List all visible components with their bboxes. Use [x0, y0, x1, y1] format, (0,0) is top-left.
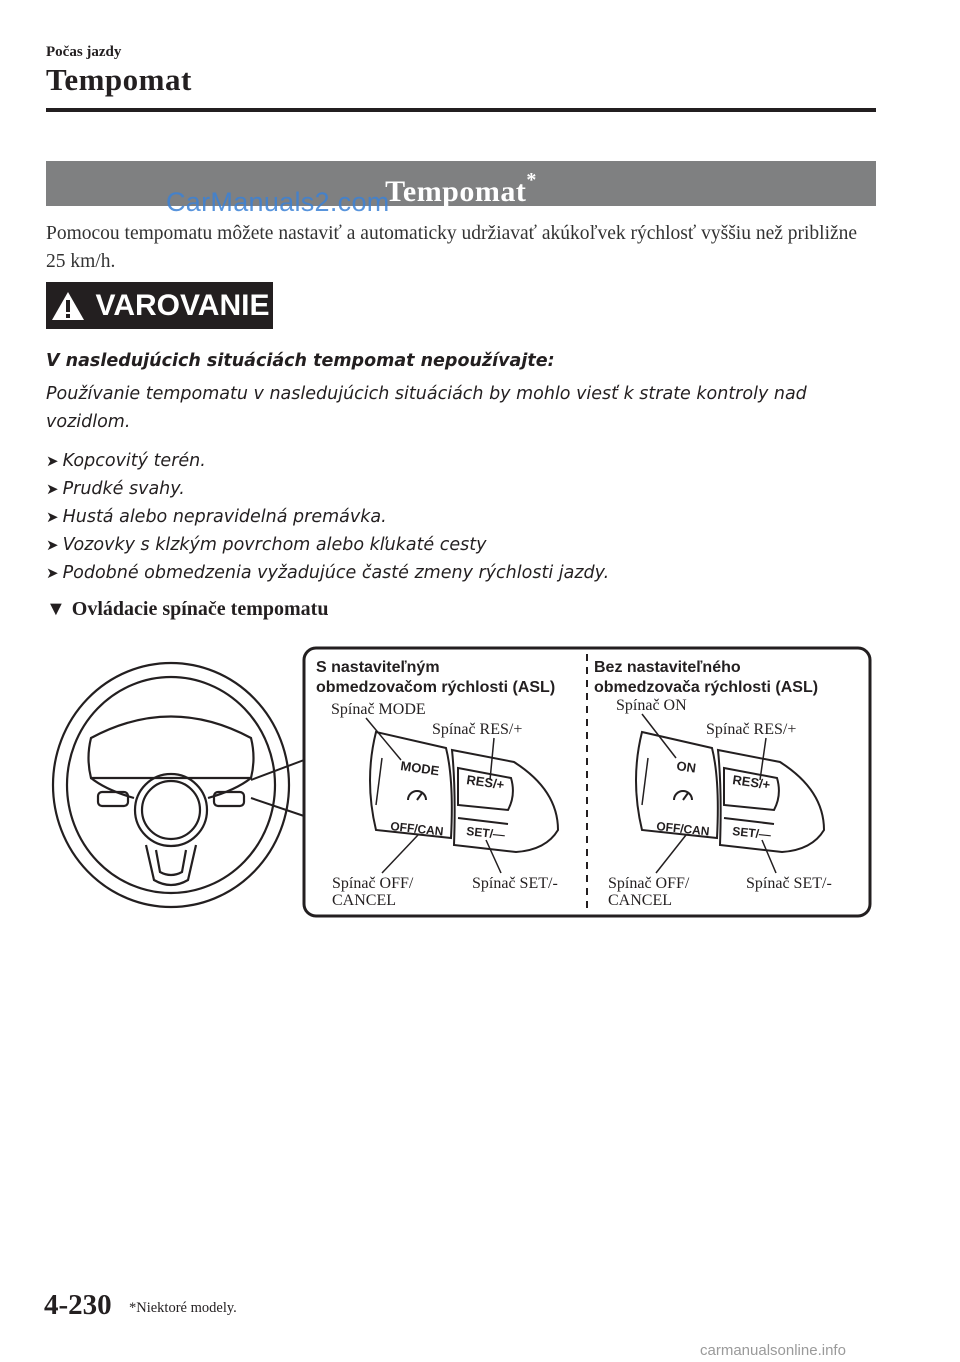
warning-badge	[46, 282, 273, 329]
label-off-cancel-switch-line1: Spínač OFF/	[332, 875, 414, 892]
title-divider	[46, 108, 876, 112]
warning-triangle-icon	[50, 290, 86, 322]
footnote: *Niektoré modely.	[129, 1300, 237, 1316]
page-title: Tempomat	[46, 62, 192, 97]
off-cancel-button-label: OFF/CAN	[389, 819, 445, 839]
section-title: Tempomat	[385, 175, 527, 208]
cruise-control-diagram	[46, 640, 876, 930]
warning-heading: V nasledujúcich situáciách tempomat nepoužívajte:	[46, 351, 555, 371]
label-res-switch-right: Spínač RES/+	[706, 721, 797, 738]
label-off-cancel-switch-line2: CANCEL	[332, 892, 396, 909]
mode-button-label: MODE	[399, 758, 441, 779]
arrow-bullet-icon: ➤	[46, 536, 59, 554]
off-cancel-button-label-right: OFF/CAN	[655, 819, 711, 839]
arrow-bullet-icon: ➤	[46, 480, 59, 498]
right-panel-title-line2: obmedzovača rýchlosti (ASL)	[594, 679, 819, 696]
set-button-label-right: SET/—	[731, 824, 772, 843]
watermark-link[interactable]: CarManuals2.com	[166, 187, 390, 217]
list-item: ➤ Hustá alebo nepravidelná premávka.	[46, 507, 387, 527]
left-panel-title-line1: S nastaviteľným	[316, 659, 440, 676]
label-set-switch-right: Spínač SET/-	[746, 875, 832, 892]
label-res-switch: Spínač RES/+	[432, 721, 523, 738]
label-on-switch: Spínač ON	[616, 697, 687, 714]
triangle-down-icon: ▼	[46, 598, 66, 620]
left-panel-title-line2: obmedzovačom rýchlosti (ASL)	[316, 679, 556, 696]
page-number: 4-230	[44, 1289, 112, 1321]
res-button-label-right: RES/+	[731, 772, 772, 793]
arrow-bullet-icon: ➤	[46, 508, 59, 526]
label-set-switch: Spínač SET/-	[472, 875, 558, 892]
arrow-bullet-icon: ➤	[46, 452, 59, 470]
list-item: ➤ Prudké svahy.	[46, 479, 185, 499]
subsection-heading	[46, 598, 328, 621]
list-item: ➤ Kopcovitý terén.	[46, 451, 206, 471]
warning-badge-label: VAROVANIE	[95, 288, 270, 322]
breadcrumb: Počas jazdy	[46, 44, 122, 60]
intro-paragraph: Pomocou tempomatu môžete nastaviť a automaticky udržiavať akúkoľvek rýchlosť vyššiu než približne 25 km/h.	[46, 223, 858, 272]
subsection-title: Ovládacie spínače tempomatu	[71, 598, 329, 620]
optional-equipment-marker: *	[526, 169, 537, 191]
label-mode-switch: Spínač MODE	[331, 701, 426, 718]
label-off-cancel-switch-right-line1: Spínač OFF/	[608, 875, 690, 892]
res-button-label: RES/+	[465, 772, 506, 793]
steering-wheel-illustration	[53, 663, 289, 907]
warning-list	[46, 447, 876, 587]
warning-body: Používanie tempomatu v nasledujúcich situáciách by mohlo viesť k strate kontroly nad vozidlom.	[46, 384, 807, 432]
on-button-label: ON	[675, 758, 697, 776]
callout-connector	[251, 760, 304, 816]
list-item: ➤ Podobné obmedzenia vyžadujúce časté zmeny rýchlosti jazdy.	[46, 563, 610, 583]
list-item: ➤ Vozovky s klzkým povrchom alebo kľukaté cesty	[46, 535, 487, 555]
set-button-label: SET/—	[465, 824, 506, 843]
footer-watermark[interactable]: carmanualsonline.info	[700, 1342, 846, 1359]
right-panel-title-line1: Bez nastaviteľného	[594, 659, 741, 676]
arrow-bullet-icon: ➤	[46, 564, 59, 582]
label-off-cancel-switch-right-line2: CANCEL	[608, 892, 672, 909]
